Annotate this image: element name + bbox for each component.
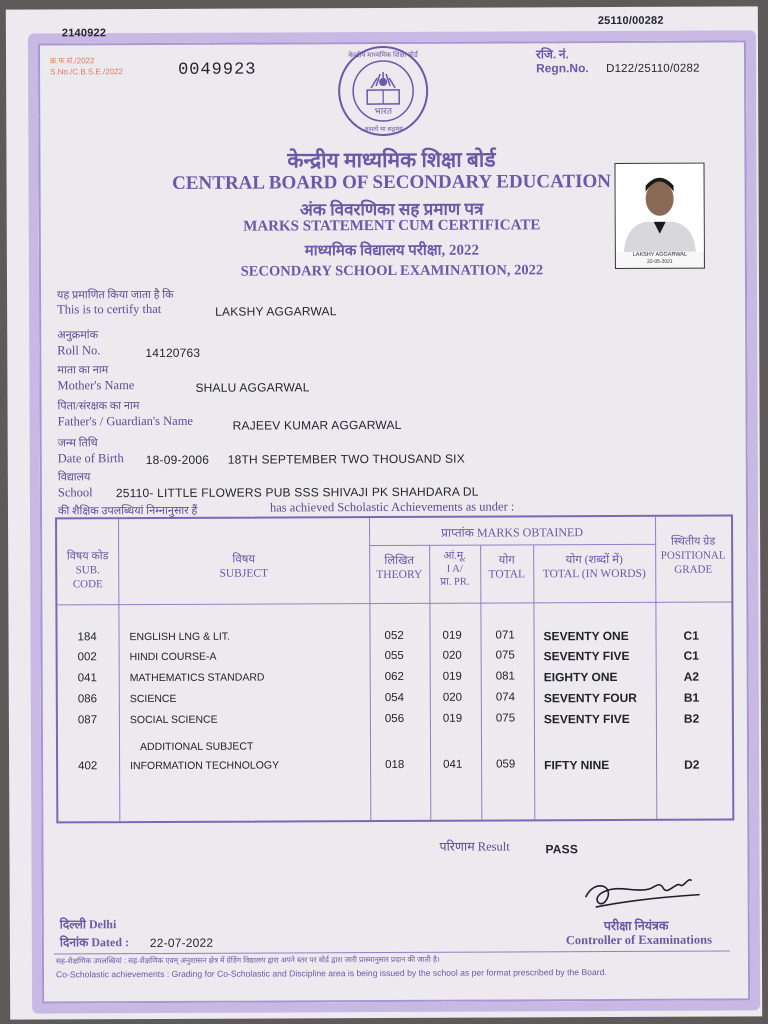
theory-marks: 056 [384,712,405,725]
certify-label-hindi: यह प्रमाणित किया जाता है कि [57,288,174,302]
header-marks-hindi: प्राप्तांक [441,525,474,540]
dob-label: Date of Birth [57,451,124,466]
table-row [58,690,732,713]
total-marks: 075 [495,712,516,725]
emblem-middle-text: भारत [374,105,393,117]
header-words-text: TOTAL (IN WORDS) [542,567,646,581]
father-label: Father's / Guardian's Name [57,413,194,429]
subject-name: INFORMATION TECHNOLOGY [130,759,280,773]
additional-subject-label: ADDITIONAL SUBJECT [139,740,254,754]
total-in-words: SEVENTY FIVE [543,711,630,727]
red-stamp [50,55,123,77]
emblem-motto: असतो मा सद्गमय [363,125,403,134]
signature-icon [576,867,706,918]
header-positional-text: POSITIONAL [660,549,726,562]
mother-label: Mother's Name [57,378,135,393]
header-grade-text: GRADE [674,563,713,576]
result-value: PASS [545,842,579,857]
total-marks: 071 [495,629,515,642]
student-portrait-icon [615,164,703,252]
header-theory-hindi: लिखित [384,554,415,567]
header-pr-text: प्रा. PR. [440,576,470,588]
cbse-emblem [336,44,430,138]
result-label-text: Result [477,839,510,854]
theory-marks: 018 [385,758,405,771]
subject-name: MATHEMATICS STANDARD [129,671,265,685]
table-row [58,648,732,671]
subject-code: 402 [78,760,98,773]
regn-label: Regn.No. [536,61,589,76]
header-sub-code-hindi: विषय कोड [66,550,109,563]
achievement-line: has achieved Scholastic Achievements as under : [269,499,515,515]
total-marks: 081 [495,670,515,683]
header-marks-obtained [369,523,655,541]
roll-number: 14120763 [145,345,201,361]
header-grade-hindi: स्थितीय ग्रेड [670,535,716,548]
school-name: 25110- LITTLE FLOWERS PUB SSS SHIVAJI PK SHAHDARA DL [115,484,479,501]
exam-name: SECONDARY SCHOOL EXAMINATION, 2022 [240,262,544,280]
student-name: LAKSHY AGGARWAL [215,304,337,319]
title-hindi: अंक विवरणिका सह प्रमाण पत्र [299,199,484,220]
mother-label-hindi: माता का नाम [57,364,109,377]
header-sub-text: SUB. [75,564,100,577]
grade: D2 [684,757,700,772]
subject-name: SCIENCE [129,692,177,706]
theory-marks: 054 [384,691,405,704]
footnote: Co-Scholastic achievements : Grading for Co-Scholastic and Discipline area is being issued by the school as per format prescribed by the Board. [55,967,607,980]
header-sub-code [57,549,118,591]
board-name: CENTRAL BOARD OF SECONDARY EDUCATION [172,171,612,194]
roll-label-hindi: अनुक्रमांक [57,329,99,342]
result-label-hindi: परिणाम [439,839,475,854]
subject-name: HINDI COURSE-A [129,650,217,664]
table-row [58,757,732,780]
place-text: Delhi [88,917,117,932]
certificate-number: 0049923 [178,60,257,80]
total-in-words: SEVENTY FOUR [543,690,637,706]
header-subject-text: SUBJECT [219,567,269,580]
header-words-hindi: योग (शब्दों में) [565,553,623,567]
subject-name: SOCIAL SCIENCE [129,713,218,727]
header-theory [369,554,429,582]
ia-marks: 019 [442,670,462,683]
header-total-words [533,553,655,582]
dob-value: 18-09-2006 [145,452,210,468]
grade: A2 [683,669,700,684]
exam-hindi: माध्यमिक विद्यालय परीक्षा, 2022 [304,242,479,260]
total-in-words: SEVENTY ONE [543,628,629,644]
marksheet-paper [6,6,762,1019]
school-label-hindi: विद्यालय [57,471,91,484]
controller-hindi: परीक्षा नियंत्रक [603,918,669,934]
certify-label: This is to certify that [57,301,162,317]
board-name-hindi: केन्द्रीय माध्यमिक शिक्षा बोर्ड [287,147,496,173]
subject-code: 087 [77,714,98,727]
header-subject-hindi: विषय [232,553,256,566]
subject-code: 184 [77,631,97,644]
header-ia-text: I A/ [446,563,463,575]
school-label: School [57,485,93,500]
regn-number: D122/25110/0282 [606,62,700,76]
subject-code: 041 [77,672,97,685]
header-total-hindi: योग [498,554,515,567]
stamp-line: क्र.फ.सं./2022 [50,56,95,66]
header-total [480,553,533,581]
header-grade [655,534,731,576]
father-name: RAJEEV KUMAR AGGARWAL [232,417,402,433]
place [60,915,117,932]
student-photo [614,163,704,269]
place-hindi: दिल्ली [59,917,86,932]
header-theory-text: THEORY [376,568,423,582]
roll-label: Roll No. [57,343,101,358]
serial-top-right: 25110/00282 [597,14,664,28]
grade: C1 [683,648,699,663]
controller-title: Controller of Examinations [565,932,712,948]
subject-code: 002 [77,651,97,664]
grade: B1 [683,690,700,705]
achievement-hindi: की शैक्षिक उपलब्धियां निम्नानुसार हैं [57,504,198,518]
header-ia [429,550,480,589]
theory-marks: 055 [384,649,404,662]
ia-marks: 019 [442,712,463,725]
total-in-words: EIGHTY ONE [543,669,618,685]
footnote-hindi: सह-शैक्षणिक उपलब्धियां : सह-शैक्षणिक एवम् अनुशासन क्षेत्र में ग्रेडिंग विद्यालय द्वारा अपने स्तर पर बोर्ड द्वारा जारी प्रास्मानुसार प्रदान की जाती है। [55,954,440,966]
ia-marks: 020 [442,649,462,662]
serial-top-left: 2140922 [61,27,107,40]
subject-code: 086 [77,693,98,706]
dob-words: 18TH SEPTEMBER TWO THOUSAND SIX [227,451,465,467]
total-in-words: SEVENTY FIVE [543,648,630,664]
theory-marks: 062 [384,670,404,683]
dated-value: 22-07-2022 [149,935,214,951]
dated-label [60,933,129,950]
ia-marks: 041 [443,758,463,771]
marks-table [55,514,734,823]
photo-caption: LAKSHY AGGARWAL [632,251,688,258]
total-marks: 075 [495,649,515,662]
dated-label-hindi: दिनांक [59,935,89,950]
stamp-line: S.No./C.B.S.E./2022 [50,67,124,77]
total-marks: 059 [496,758,516,771]
grade: B2 [683,711,700,726]
table-row [58,669,732,692]
header-code-text: CODE [72,578,103,591]
subject-name: ENGLISH LNG & LIT. [129,630,230,644]
emblem-top-text: केन्द्रीय माध्यमिक शिक्षा बोर्ड [348,50,418,60]
result-label [439,837,509,854]
header-ia-hindi: आं.मू. [443,550,466,562]
regn-label-hindi: रजि. नं. [535,47,569,62]
ia-marks: 020 [442,691,463,704]
dob-label-hindi: जन्म तिथि [57,437,98,450]
father-label-hindi: पिता/संरक्षक का नाम [57,400,140,413]
title: MARKS STATEMENT CUM CERTIFICATE [243,217,541,235]
theory-marks: 052 [384,629,404,642]
header-subject [118,552,369,581]
table-row [58,711,732,734]
mother-name: SHALU AGGARWAL [195,380,310,395]
grade: C1 [683,628,699,643]
total-in-words: FIFTY NINE [544,758,610,773]
photo-date: 22-05-2021 [647,258,673,265]
ia-marks: 019 [442,629,462,642]
header-marks-text: MARKS OBTAINED [476,525,584,540]
total-marks: 074 [495,691,516,704]
dated-label-text: Dated : [91,935,130,950]
header-total-text: TOTAL [488,568,526,581]
